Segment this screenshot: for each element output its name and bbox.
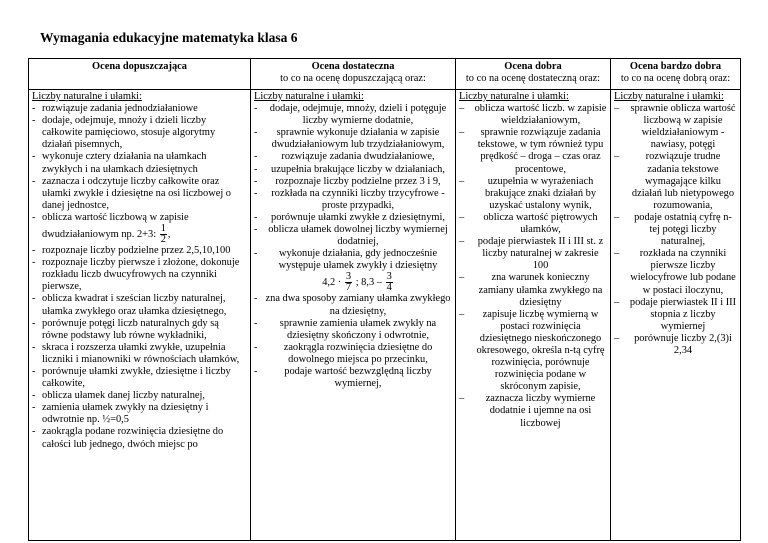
- header-cell-dobra: [456, 59, 611, 90]
- list-item: – sprawnie rozwiązuje zadania tekstowe, w tym również typu prędkość – droga – czas oraz procentowe,: [459, 127, 607, 175]
- list-item: - sprawnie wykonuje działania w zapisie dwudziałaniowym lub trzydziałaniowym,: [254, 127, 452, 151]
- requirements-list: [32, 103, 247, 451]
- list-item: - uzupełnia brakujące liczby w działaniach,: [254, 164, 452, 176]
- header-cell-bardzo-dobra: [611, 59, 741, 90]
- list-item: - zaokrągla rozwinięcia dziesiętne do dowolnego miejsca po przecinku,: [254, 342, 452, 366]
- column-heading: Ocena dostateczna: [311, 61, 395, 72]
- page-title: Wymagania edukacyjne matematyka klasa 6: [40, 30, 298, 45]
- list-item: - zaokrągla podane rozwinięcia dziesiętne do całości lub jednego, dwóch miejsc po: [32, 426, 247, 450]
- list-item: – uzupełnia w wyrażeniach brakujące znaki działań by uzyskać ustalony wynik,: [459, 176, 607, 212]
- column-heading: Ocena dopuszczająca: [92, 61, 187, 72]
- list-item: – oblicza wartość liczb. w zapisie wieldziałaniowym,: [459, 103, 607, 127]
- list-item: - rozpoznaje liczby pierwsze i złożone, dokonuje rozkładu liczb dwucyfrowych na czynniki pierwsze,: [32, 257, 247, 293]
- list-item: - dodaje, odejmuje, mnoży i dzieli liczby całkowite pamięciowo, stosuje algorytmy działań pisemnych,: [32, 115, 247, 151]
- list-item: - wykonuje cztery działania na ułamkach zwykłych i na ułamkach dziesiętnych: [32, 151, 247, 175]
- list-item: - podaje wartość bezwzględną liczby wymiernej,: [254, 366, 452, 390]
- list-item: - zamienia ułamek zwykły na dziesiętny i odwrotnie np. ½=0,5: [32, 402, 247, 426]
- list-item: - oblicza ułamek danej liczby naturalnej,: [32, 390, 247, 402]
- list-item: – podaje ostatnią cyfrę n-tej potęgi liczby naturalnej,: [614, 212, 737, 248]
- section-heading: Liczby naturalne i ułamki:: [459, 91, 569, 102]
- list-item: – oblicza wartość piętrowych ułamków,: [459, 212, 607, 236]
- list-item: – zapisuje liczbę wymierną w postaci rozwinięcia dziesiętnego nieskończonego okresowego, określa n-tą cyfrę rozwinięcia, porównuje rozwinięcia podane w skróconym zapisie,: [459, 309, 607, 394]
- list-item: - sprawnie zamienia ułamek zwykły na dziesiętny skończony i odwrotnie,: [254, 318, 452, 342]
- column-subheading: to co na ocenę dostateczną oraz:: [465, 72, 601, 84]
- requirements-list: [254, 103, 452, 390]
- column-heading: Ocena dobra: [504, 61, 562, 72]
- cell-dostateczna: [251, 90, 456, 541]
- list-item: - skraca i rozszerza ułamki zwykłe, uzupełnia liczniki i mianowniki w równościach ułamków,: [32, 342, 247, 366]
- list-item: – zna warunek konieczny zamiany ułamka zwykłego na dziesiętny: [459, 272, 607, 308]
- requirements-table: [28, 58, 741, 541]
- list-item: - rozpoznaje liczby podzielne przez 3 i 9,: [254, 176, 452, 188]
- list-item: - porównuje ułamki zwykłe, dziesiętne i liczby całkowite,: [32, 366, 247, 390]
- list-item: – podaje pierwiastek II i III st. z liczby naturalnej w zakresie 100: [459, 236, 607, 272]
- column-subheading: to co na ocenę dopuszczającą oraz:: [280, 72, 426, 84]
- list-item: - rozpoznaje liczby podzielne przez 2,5,10,100: [32, 245, 247, 257]
- list-item: – rozkłada na czynniki pierwsze liczby wielocyfrowe lub podane w postaci iloczynu,: [614, 248, 737, 296]
- list-item: – sprawnie oblicza wartość liczbową w zapisie wieldziałaniowym - nawiasy, potęgi: [614, 103, 737, 151]
- section-heading: Liczby naturalne i ułamki:: [254, 91, 364, 102]
- formula-example: 4,2 · $\frac{3}{7}$ ; 8,3 – $\frac{3}{4}$: [322, 271, 392, 294]
- list-item: - porównuje potęgi liczb naturalnych gdy są równe podstawy lub równe wykładniki,: [32, 318, 247, 342]
- cell-dobra: [456, 90, 611, 541]
- header-cell-dostateczna: [251, 59, 456, 90]
- formula-example: dwudziałaniowym np. 2+3: $\frac{1}{2}$ ,: [42, 223, 171, 246]
- list-item: – porównuje liczby 2,(3)i 2,34: [614, 333, 737, 357]
- requirements-list: [614, 103, 737, 357]
- list-item-text: oblicza wartość liczbową w zapisie: [42, 211, 189, 223]
- list-item: – rozwiązuje trudne zadania tekstowe wymagające kilku działań lub nietypowego rozumowania,: [614, 151, 737, 211]
- list-item: - rozkłada na czynniki liczby trzycyfrowe - proste przypadki,: [254, 188, 452, 212]
- section-heading: Liczby naturalne i ułamki:: [614, 91, 724, 102]
- list-item: - zaznacza i odczytuje liczby całkowite oraz ułamki zwykłe i dziesiętne na osi liczbowej o danej jednostce,: [32, 176, 247, 212]
- list-item: - oblicza ułamek dowolnej liczby wymiernej dodatniej,: [254, 224, 452, 248]
- list-item: – podaje pierwiastek II i III stopnia z liczby wymiernej: [614, 297, 737, 333]
- cell-bardzo-dobra: [611, 90, 741, 541]
- list-item: - porównuje ułamki zwykłe z dziesiętnymi,: [254, 212, 452, 224]
- cell-dopuszczajaca: [29, 90, 251, 541]
- list-item: – zaznacza liczby wymierne dodatnie i ujemne na osi liczbowej: [459, 393, 607, 429]
- column-heading: Ocena bardzo dobra: [629, 61, 722, 72]
- list-item-text: wykonuje działania, gdy jednocześnie występuje ułamek zwykły i dziesiętny: [278, 248, 438, 272]
- list-item: - rozwiązuje zadania jednodziałaniowe: [32, 103, 247, 115]
- table-body-row: [29, 90, 741, 541]
- header-cell-dopuszczajaca: [29, 59, 251, 90]
- list-item: [254, 248, 452, 293]
- list-item: - zna dwa sposoby zamiany ułamka zwykłego na dziesiętny,: [254, 293, 452, 317]
- list-item: - oblicza kwadrat i sześcian liczby naturalnej, ułamka zwykłego oraz ułamka dziesiętnego,: [32, 293, 247, 317]
- list-item: - dodaje, odejmuje, mnoży, dzieli i potęguje liczby wymierne dodatnie,: [254, 103, 452, 127]
- list-item: [32, 212, 247, 245]
- table-header-row: [29, 59, 741, 90]
- requirements-list: [459, 103, 607, 430]
- section-heading: Liczby naturalne i ułamki:: [32, 91, 142, 102]
- column-subheading: to co na ocenę dobrą oraz:: [620, 72, 731, 84]
- list-item: - rozwiązuje zadania dwudziałaniowe,: [254, 151, 452, 163]
